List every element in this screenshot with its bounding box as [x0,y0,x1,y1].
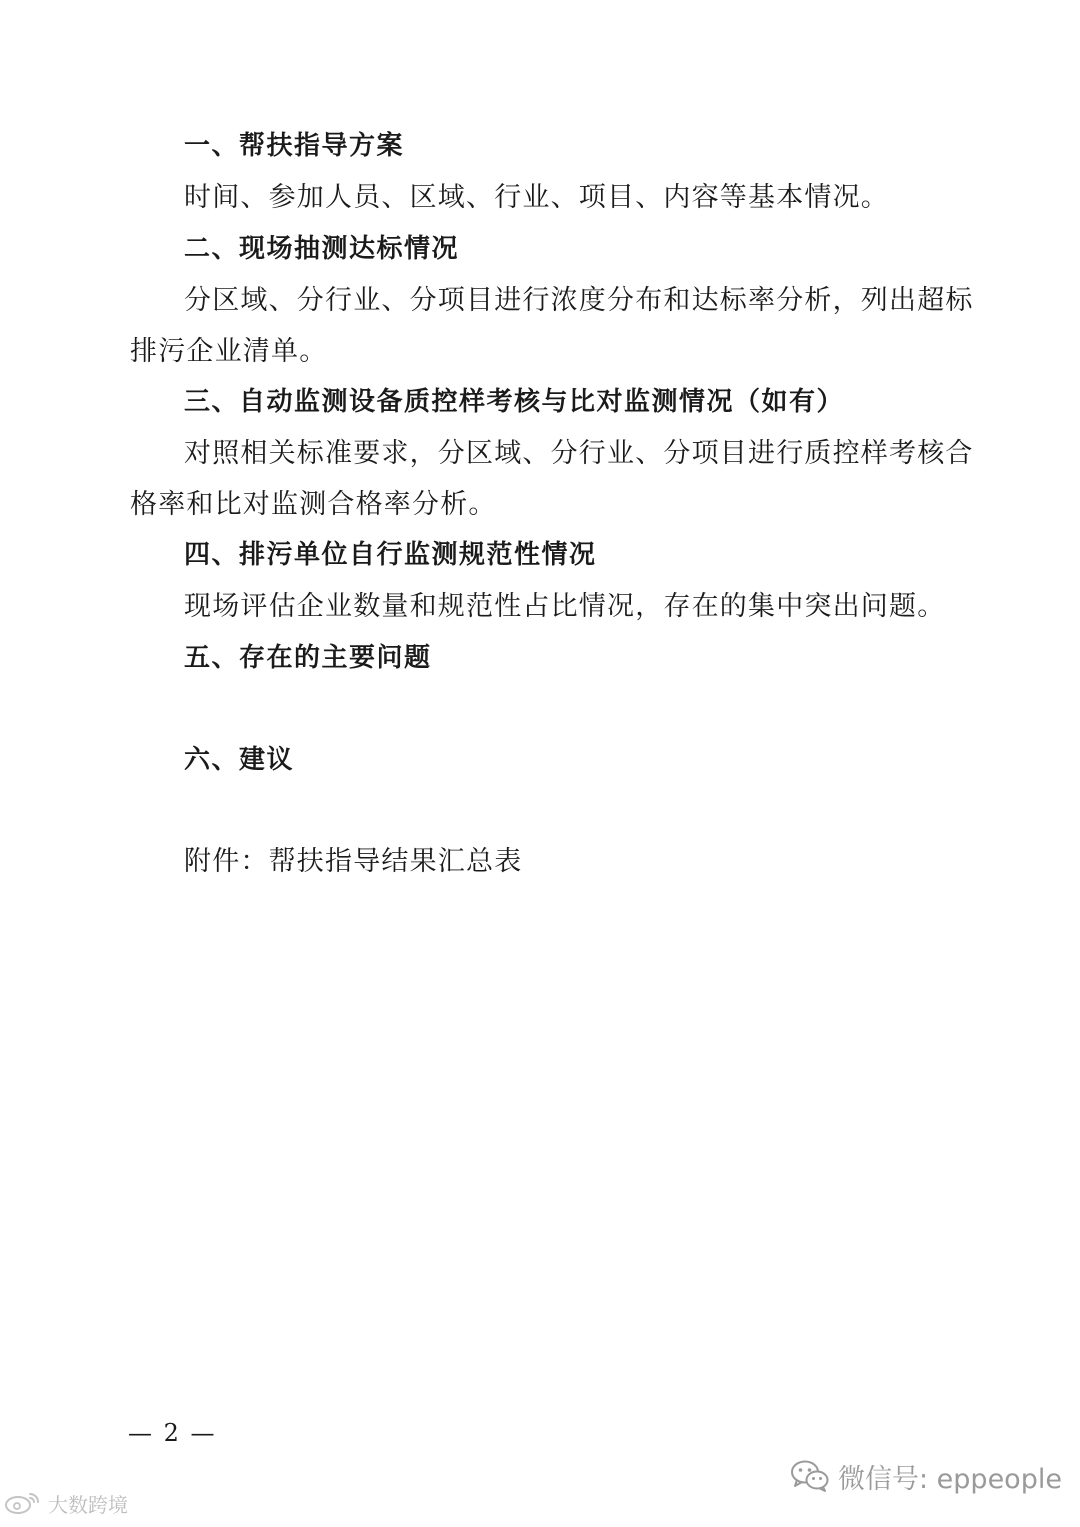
section-4-body-line-1: 现场评估企业数量和规范性占比情况，存在的集中突出问题。 [184,591,946,622]
section-3-heading: 三、自动监测设备质控样考核与比对监测情况（如有） [184,387,845,417]
section-4-heading: 四、排污单位自行监测规范性情况 [184,540,597,570]
section-2-heading: 二、现场抽测达标情况 [184,234,460,264]
wechat-watermark [790,1456,1062,1496]
section-1-heading: 一、帮扶指导方案 [184,131,405,161]
wechat-watermark-text: 微信号: eppeople [838,1463,1062,1495]
section-3-body-line-1: 对照相关标准要求，分区域、分行业、分项目进行质控样考核合 [184,438,974,469]
section-3-body-line-2: 格率和比对监测合格率分析。 [130,489,497,520]
section-2-body-line-2: 排污企业清单。 [130,336,328,367]
weibo-icon [4,1490,44,1516]
section-6-heading: 六、建议 [184,745,295,775]
corner-watermark [4,1488,128,1518]
section-5-heading: 五、存在的主要问题 [184,643,432,673]
section-2-body-line-1: 分区域、分行业、分项目进行浓度分布和达标率分析，列出超标 [184,285,974,316]
corner-watermark-text: 大数跨境 [48,1492,128,1517]
section-1-body-line-1: 时间、参加人员、区域、行业、项目、内容等基本情况。 [184,182,889,213]
attachment-line: 附件：帮扶指导结果汇总表 [184,846,523,877]
page-number: — 2 — [128,1419,217,1447]
wechat-icon [790,1459,830,1493]
